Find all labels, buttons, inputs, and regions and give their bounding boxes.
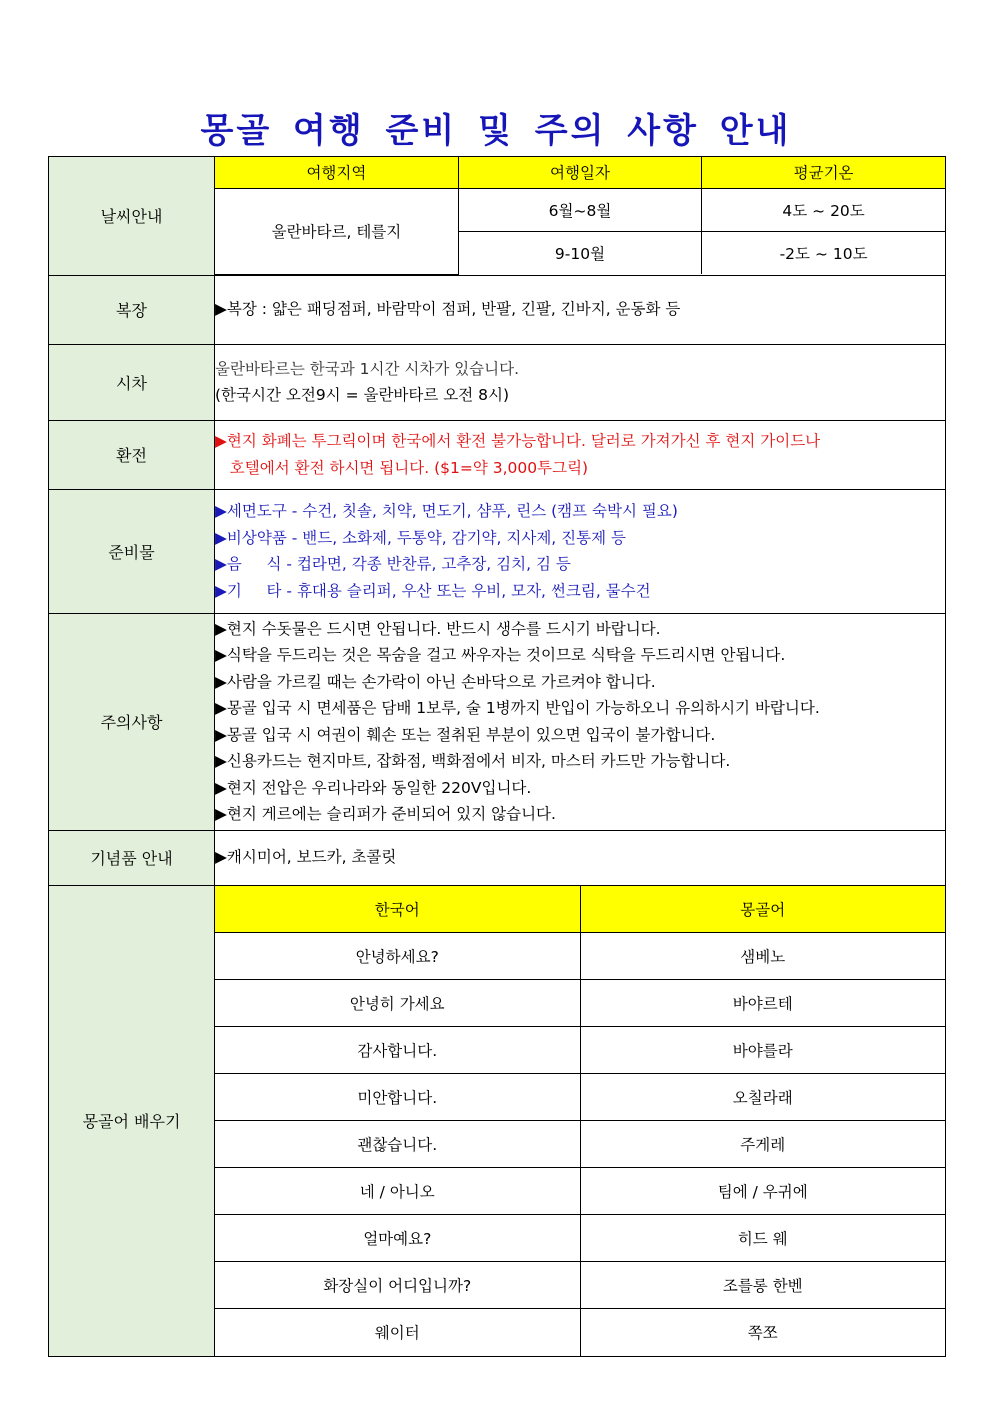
phrase-mongolian: 샘베노: [580, 933, 945, 980]
souvenir-text: ▶캐시미어, 보드카, 초콜릿: [215, 830, 946, 885]
phrase-mongolian: 히드 웨: [580, 1215, 945, 1262]
weather-header-period: 여행일자: [458, 157, 701, 188]
caution-item: ▶사람을 가르킬 때는 손가락이 아닌 손바닥으로 가르켜야 합니다.: [215, 672, 656, 691]
travel-info-table: [48, 156, 946, 1357]
weather-temp: 4도 ~ 20도: [702, 188, 945, 231]
weather-period: 6월~8월: [458, 188, 701, 231]
weather-label: 날씨안내: [49, 157, 215, 276]
weather-period: 9-10월: [458, 231, 701, 274]
phrase-row: [215, 1215, 945, 1262]
phrase-row: [215, 980, 945, 1027]
phrase-korean: 미안합니다.: [215, 1074, 580, 1121]
exchange-line: ▶현지 화폐는 투그릭이며 한국에서 환전 불가능합니다. 달러로 가져가신 후 현지 가이드나: [215, 432, 821, 450]
phrase-korean: 네 / 아니오: [215, 1168, 580, 1215]
supplies-item: ▶기 타 - 휴대용 슬리퍼, 우산 또는 우비, 모자, 썬크림, 물수건: [215, 581, 651, 600]
phrases-header-mongolian: 몽골어: [580, 886, 945, 933]
souvenir-row: [49, 830, 946, 885]
phrase-korean: 괜찮습니다.: [215, 1121, 580, 1168]
phrase-row: [215, 1027, 945, 1074]
phrase-row: [215, 1168, 945, 1215]
phrase-row: [215, 933, 945, 980]
weather-region: 울란바타르, 테를지: [215, 188, 458, 274]
phrases-row: [49, 885, 946, 1356]
phrase-mongolian: 조를롱 한벤: [580, 1262, 945, 1309]
caution-item: ▶몽골 입국 시 여권이 훼손 또는 절취된 부분이 있으면 입국이 불가합니다.: [215, 725, 716, 744]
weather-temp: -2도 ~ 10도: [702, 231, 945, 274]
timediff-cell: [215, 344, 946, 420]
phrases-table: [215, 886, 945, 1356]
phrases-header-korean: 한국어: [215, 886, 580, 933]
timediff-row: [49, 344, 946, 420]
cautions-row: [49, 613, 946, 830]
clothing-label: 복장: [49, 275, 215, 344]
weather-header-region: 여행지역: [215, 157, 458, 188]
phrases-label: 몽골어 배우기: [49, 885, 215, 1356]
timediff-label: 시차: [49, 344, 215, 420]
phrase-korean: 웨이터: [215, 1309, 580, 1356]
cautions-label: 주의사항: [49, 613, 215, 830]
timediff-line: (한국시간 오전9시 = 울란바타르 오전 8시): [215, 386, 510, 404]
cautions-cell: [215, 613, 946, 830]
phrase-korean: 화장실이 어디입니까?: [215, 1262, 580, 1309]
phrases-cell: [215, 885, 946, 1356]
phrase-mongolian: 바야르테: [580, 980, 945, 1027]
caution-item: ▶신용카드는 현지마트, 잡화점, 백화점에서 비자, 마스터 카드만 가능합니다.: [215, 752, 731, 770]
page-title: 몽골 여행 준비 및 주의 사항 안내: [200, 111, 792, 151]
supplies-cell: [215, 489, 946, 613]
phrase-row: [215, 1309, 945, 1356]
caution-item: ▶식탁을 두드리는 것은 목숨을 걸고 싸우자는 것이므로 식탁을 두드리시면 안됩니다.: [215, 646, 786, 664]
caution-item: ▶현지 수돗물은 드시면 안됩니다. 반드시 생수를 드시기 바랍니다.: [215, 619, 661, 638]
timediff-line: 울란바타르는 한국과 1시간 시차가 있습니다.: [215, 359, 520, 378]
caution-item: ▶현지 게르에는 슬리퍼가 준비되어 있지 않습니다.: [215, 805, 556, 823]
supplies-item: ▶비상약품 - 밴드, 소화제, 두통약, 감기약, 지사제, 진통제 등: [215, 528, 626, 547]
phrase-mongolian: 팀에 / 우귀에: [580, 1168, 945, 1215]
phrase-korean: 감사합니다.: [215, 1027, 580, 1074]
exchange-cell: [215, 420, 946, 489]
clothing-row: [49, 275, 946, 344]
phrase-mongolian: 바야를라: [580, 1027, 945, 1074]
phrase-korean: 안녕히 가세요: [215, 980, 580, 1027]
phrase-row: [215, 1074, 945, 1121]
weather-cell: [215, 157, 946, 276]
clothing-text: ▶복장 : 얇은 패딩점퍼, 바람막이 점퍼, 반팔, 긴팔, 긴바지, 운동화 등: [215, 275, 946, 344]
phrase-mongolian: 주게레: [580, 1121, 945, 1168]
weather-row: [49, 157, 946, 276]
phrase-korean: 얼마예요?: [215, 1215, 580, 1262]
souvenir-label: 기념품 안내: [49, 830, 215, 885]
weather-table: [215, 157, 945, 275]
exchange-row: [49, 420, 946, 489]
phrase-korean: 안녕하세요?: [215, 933, 580, 980]
phrase-mongolian: 쪽쪼: [580, 1309, 945, 1356]
weather-header-temp: 평균기온: [702, 157, 945, 188]
supplies-row: [49, 489, 946, 613]
caution-item: ▶현지 전압은 우리나라와 동일한 220V입니다.: [215, 778, 532, 797]
exchange-line: 호텔에서 환전 하시면 됩니다. ($1=약 3,000투그릭): [215, 458, 589, 477]
phrase-row: [215, 1262, 945, 1309]
supplies-item: ▶음 식 - 컵라면, 각종 반찬류, 고추장, 김치, 김 등: [215, 555, 571, 573]
caution-item: ▶몽골 입국 시 면세품은 담배 1보루, 술 1병까지 반입이 가능하오니 유의하시기 바랍니다.: [215, 699, 820, 717]
phrase-mongolian: 오칠라래: [580, 1074, 945, 1121]
supplies-item: ▶세면도구 - 수건, 칫솔, 치약, 면도기, 샴푸, 린스 (캠프 숙박시 필요): [215, 502, 678, 520]
supplies-label: 준비물: [49, 489, 215, 613]
phrase-row: [215, 1121, 945, 1168]
exchange-label: 환전: [49, 420, 215, 489]
